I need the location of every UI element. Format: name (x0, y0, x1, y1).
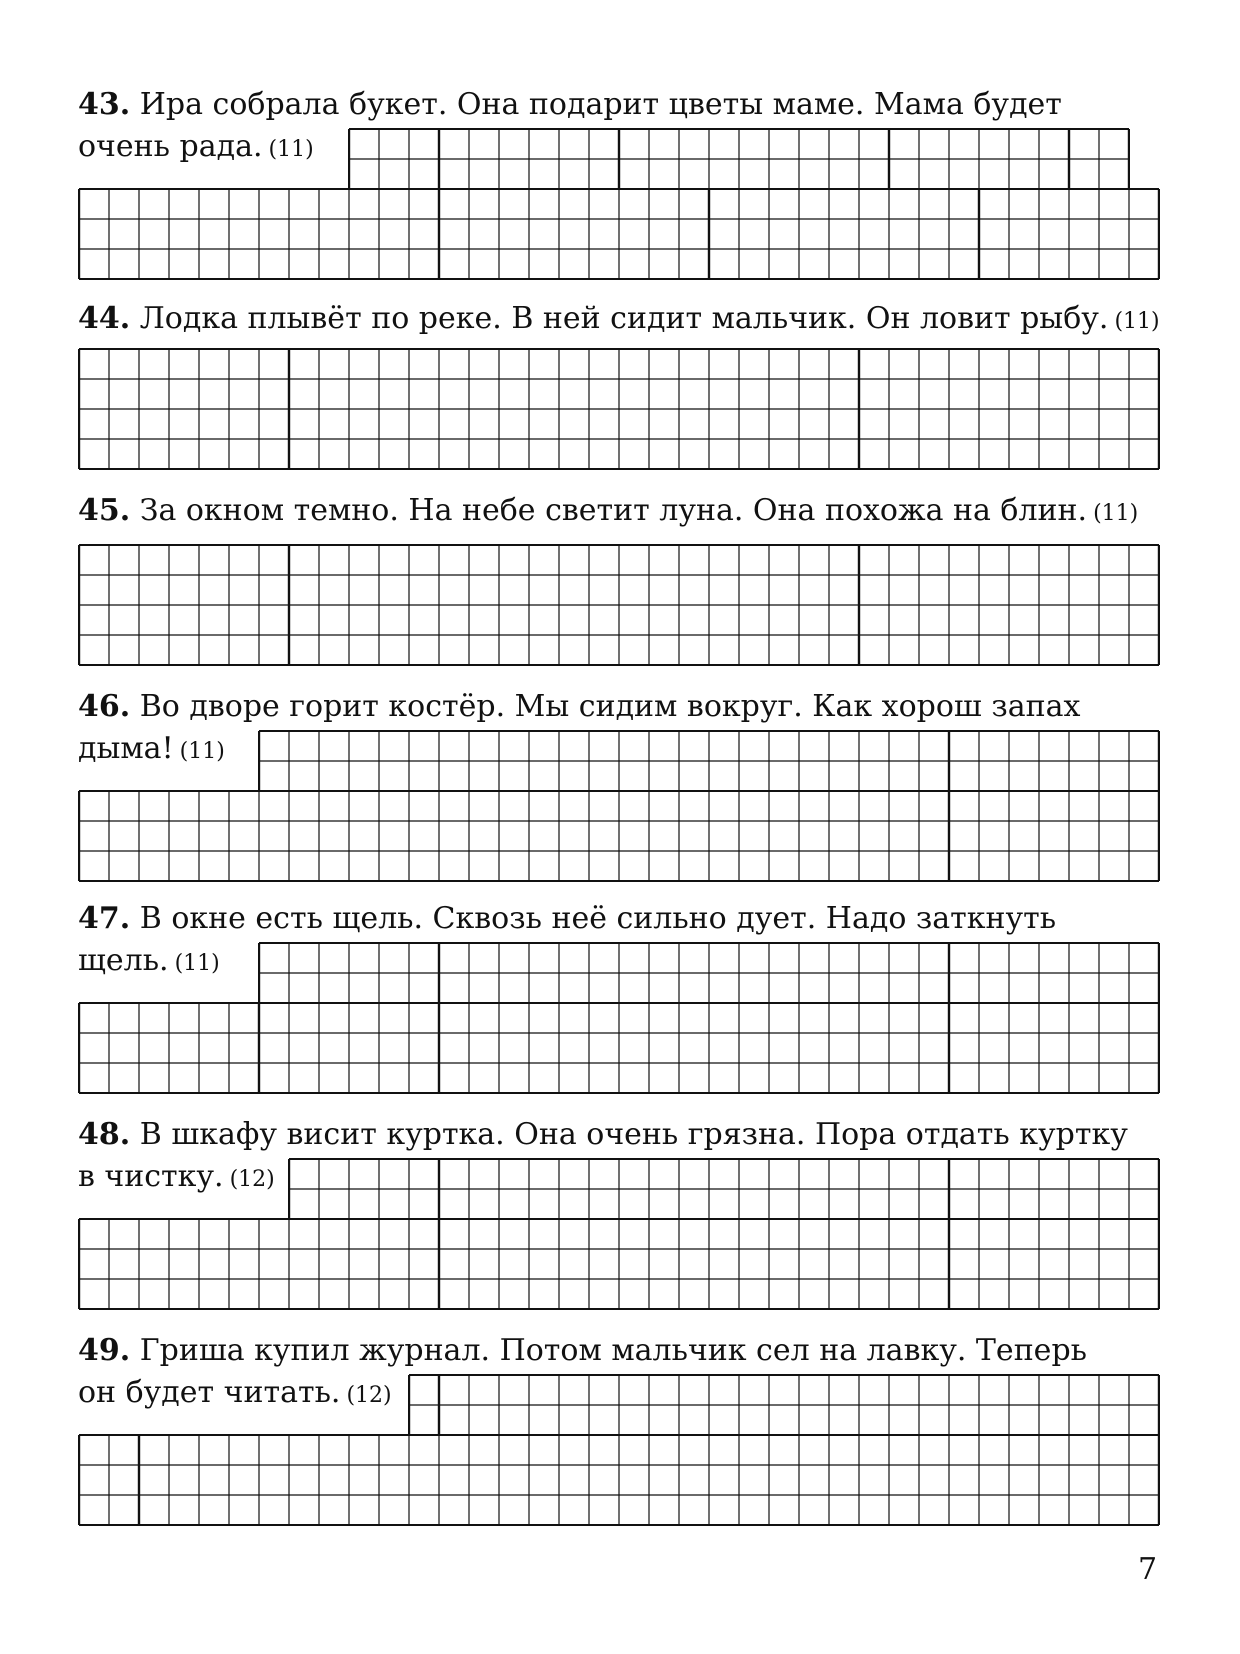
exercise-text-continued: очень рада. (11) (78, 129, 314, 164)
exercise-number: 47. (78, 901, 131, 936)
points-label: (11) (174, 951, 220, 976)
writing-grid[interactable] (78, 790, 1160, 882)
points-label: (11) (268, 137, 314, 162)
writing-grid-top[interactable] (258, 730, 1160, 792)
writing-grid[interactable] (78, 1434, 1160, 1526)
page-number: 7 (1138, 1552, 1158, 1587)
exercise-text-continued: дыма! (11) (78, 731, 225, 766)
writing-grid-top[interactable] (288, 1158, 1160, 1220)
exercise-number: 44. (78, 301, 131, 336)
exercise-text-continued: в чистку. (12) (78, 1159, 275, 1194)
exercise-text: 46. Во дворе горит костёр. Мы сидим вокруг. Как хорош запах (78, 689, 1081, 724)
points-label: (11) (179, 739, 225, 764)
exercise-text-continued: он будет читать. (12) (78, 1375, 392, 1410)
exercise-number: 48. (78, 1117, 131, 1152)
writing-grid[interactable] (78, 1002, 1160, 1094)
exercise-text: 43. Ира собрала букет. Она подарит цветы маме. Мама будет (78, 87, 1062, 122)
points-label: (12) (346, 1383, 392, 1408)
writing-grid-top[interactable] (408, 1374, 1160, 1436)
points-label: (12) (229, 1167, 275, 1192)
writing-grid-top[interactable] (258, 942, 1160, 1004)
exercise-number: 43. (78, 87, 131, 122)
exercise-number: 49. (78, 1333, 131, 1368)
exercise-number: 45. (78, 493, 131, 528)
writing-grid[interactable] (78, 188, 1160, 280)
points-label: (11) (1093, 501, 1139, 526)
writing-grid[interactable] (78, 544, 1160, 666)
exercise-text: 49. Гриша купил журнал. Потом мальчик сел на лавку. Теперь (78, 1333, 1087, 1368)
writing-grid[interactable] (78, 1218, 1160, 1310)
exercise-text: 44. Лодка плывёт по реке. В ней сидит мальчик. Он ловит рыбу. (11) (78, 301, 1160, 336)
exercise-number: 46. (78, 689, 131, 724)
writing-grid[interactable] (78, 348, 1160, 470)
exercise-text-continued: щель. (11) (78, 943, 220, 978)
writing-grid-top[interactable] (348, 128, 1130, 190)
points-label: (11) (1114, 309, 1160, 334)
exercise-text: 45. За окном темно. На небе светит луна. Она похожа на блин. (11) (78, 493, 1139, 528)
exercise-text: 47. В окне есть щель. Сквозь неё сильно дует. Надо заткнуть (78, 901, 1057, 936)
exercise-text: 48. В шкафу висит куртка. Она очень грязна. Пора отдать куртку (78, 1117, 1128, 1152)
